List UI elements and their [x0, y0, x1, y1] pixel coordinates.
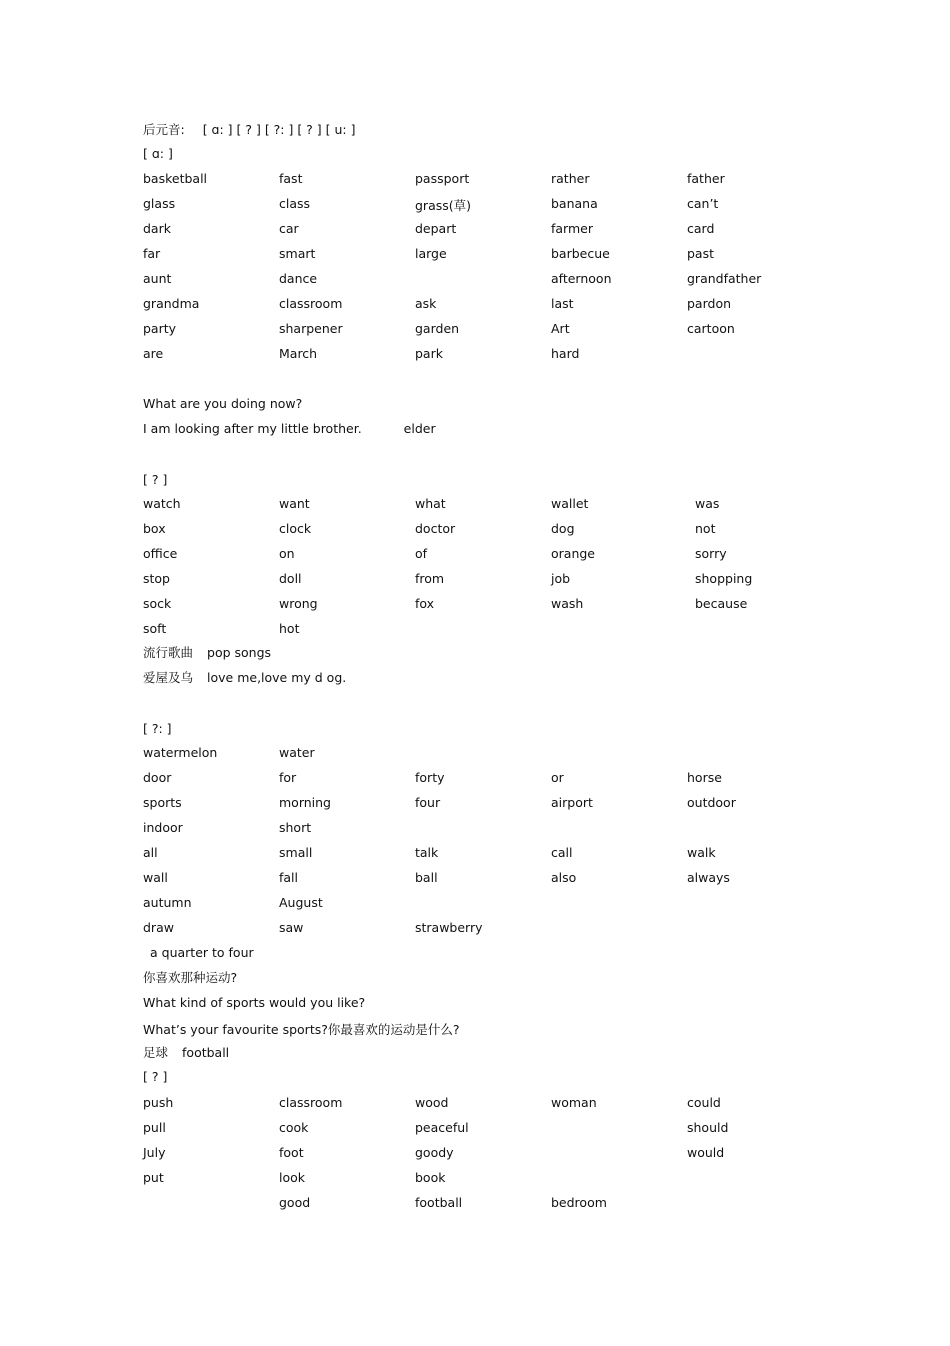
- word-row: [0, 895, 950, 913]
- note-favourite-cn: 你最喜欢的运动是什么?: [327, 1022, 460, 1037]
- word-cell: would: [687, 1145, 725, 1160]
- word-cell: for: [279, 770, 297, 785]
- word-cell: sock: [143, 596, 172, 611]
- word-cell: push: [143, 1095, 174, 1110]
- word-cell: want: [279, 496, 310, 511]
- word-cell: morning: [279, 795, 331, 810]
- word-cell: on: [279, 546, 295, 561]
- word-cell: class: [279, 196, 311, 211]
- word-cell: woman: [551, 1095, 597, 1110]
- word-cell: draw: [143, 920, 174, 935]
- word-cell: cartoon: [687, 321, 735, 336]
- note-question: What are you doing now?: [143, 396, 303, 411]
- word-cell: what: [415, 496, 446, 511]
- header-line: [143, 120, 355, 138]
- word-cell: party: [143, 321, 177, 336]
- word-row: [0, 496, 950, 514]
- word-cell: airport: [551, 795, 593, 810]
- word-cell: good: [279, 1195, 311, 1210]
- word-cell: walk: [687, 845, 716, 860]
- word-cell: park: [415, 346, 443, 361]
- word-cell: clock: [279, 521, 312, 536]
- word-cell: goody: [415, 1145, 454, 1160]
- word-row: [0, 845, 950, 863]
- word-row: [0, 271, 950, 289]
- word-cell: short: [279, 820, 312, 835]
- word-cell: car: [279, 221, 299, 236]
- word-cell: autumn: [143, 895, 192, 910]
- word-cell: wallet: [551, 496, 589, 511]
- word-row: [0, 546, 950, 564]
- word-cell: ball: [415, 870, 438, 885]
- word-row: [0, 820, 950, 838]
- word-row: [0, 1095, 950, 1113]
- word-row: [0, 795, 950, 813]
- note-answer-text: I am looking after my little brother.: [143, 421, 362, 436]
- word-row: [0, 221, 950, 239]
- word-cell: also: [551, 870, 577, 885]
- note-extra-word: elder: [403, 421, 436, 436]
- note-football: [143, 1043, 229, 1061]
- section-title-u-short: [ ? ]: [143, 1069, 168, 1084]
- word-cell: saw: [279, 920, 304, 935]
- word-row: [0, 596, 950, 614]
- word-cell: grandma: [143, 296, 200, 311]
- word-cell: dance: [279, 271, 318, 286]
- word-cell: foot: [279, 1145, 304, 1160]
- word-cell: water: [279, 745, 315, 760]
- word-cell: farmer: [551, 221, 593, 236]
- word-cell: past: [687, 246, 715, 261]
- word-cell: ask: [415, 296, 437, 311]
- note-football-cn: 足球: [143, 1045, 169, 1060]
- word-cell: because: [695, 596, 748, 611]
- word-cell: forty: [415, 770, 445, 785]
- word-cell: grandfather: [687, 271, 762, 286]
- word-cell: grass(草): [415, 198, 472, 213]
- word-row: [0, 346, 950, 364]
- word-cell: last: [551, 296, 574, 311]
- word-cell: hard: [551, 346, 580, 361]
- word-cell: was: [695, 496, 720, 511]
- word-row: [0, 1195, 950, 1213]
- note-love-dog: [143, 668, 346, 686]
- word-cell: card: [687, 221, 715, 236]
- word-cell: aunt: [143, 271, 172, 286]
- word-cell: classroom: [279, 1095, 343, 1110]
- note-time: a quarter to four: [150, 945, 254, 960]
- word-cell: glass: [143, 196, 176, 211]
- word-cell: football: [415, 1195, 463, 1210]
- word-row: [0, 296, 950, 314]
- word-cell: sharpener: [279, 321, 343, 336]
- word-cell: fall: [279, 870, 299, 885]
- word-cell: orange: [551, 546, 595, 561]
- word-cell: job: [551, 571, 571, 586]
- word-cell: shopping: [695, 571, 753, 586]
- word-cell: not: [695, 521, 716, 536]
- word-cell: watermelon: [143, 745, 218, 760]
- note-football-en: football: [182, 1045, 230, 1060]
- word-cell: doctor: [415, 521, 456, 536]
- word-cell: stop: [143, 571, 170, 586]
- word-row: [0, 1120, 950, 1138]
- word-cell: dog: [551, 521, 575, 536]
- section-title-o-short: [ ? ]: [143, 472, 168, 487]
- word-cell: banana: [551, 196, 598, 211]
- word-cell: dark: [143, 221, 171, 236]
- word-cell: of: [415, 546, 428, 561]
- word-row: [0, 770, 950, 788]
- word-row: [0, 920, 950, 938]
- word-row: [0, 321, 950, 339]
- word-cell: pardon: [687, 296, 732, 311]
- word-cell: wall: [143, 870, 168, 885]
- word-cell: Art: [551, 321, 570, 336]
- word-row: [0, 745, 950, 763]
- word-cell: basketball: [143, 171, 208, 186]
- note-question-en: What kind of sports would you like?: [143, 995, 366, 1010]
- word-cell: always: [687, 870, 730, 885]
- note-favourite-en: What’s your favourite sports?: [143, 1022, 328, 1037]
- header-label: 后元音:: [143, 122, 185, 137]
- word-row: [0, 1170, 950, 1188]
- word-cell: sorry: [695, 546, 727, 561]
- note-pop-songs: [143, 643, 271, 661]
- header-symbols: [ ɑ: ] [ ? ] [ ?: ] [ ? ] [ u: ]: [202, 122, 356, 137]
- word-cell: are: [143, 346, 164, 361]
- word-cell: talk: [415, 845, 439, 860]
- word-row: [0, 521, 950, 539]
- note-pop-songs-cn: 流行歌曲: [143, 645, 194, 660]
- word-row: [0, 571, 950, 589]
- word-cell: soft: [143, 621, 167, 636]
- word-cell: July: [143, 1145, 166, 1160]
- word-row: [0, 196, 950, 214]
- word-cell: large: [415, 246, 447, 261]
- word-cell: passport: [415, 171, 470, 186]
- note-answer: [143, 421, 436, 436]
- word-cell: doll: [279, 571, 302, 586]
- word-cell: strawberry: [415, 920, 483, 935]
- word-cell: watch: [143, 496, 181, 511]
- note-favourite: [143, 1020, 460, 1038]
- word-cell: put: [143, 1170, 164, 1185]
- note-love-dog-en: love me,love my d og.: [207, 670, 347, 685]
- word-cell: depart: [415, 221, 457, 236]
- word-cell: could: [687, 1095, 721, 1110]
- word-row: [0, 246, 950, 264]
- word-cell: barbecue: [551, 246, 610, 261]
- note-pop-songs-en: pop songs: [207, 645, 272, 660]
- word-cell: from: [415, 571, 445, 586]
- word-cell: look: [279, 1170, 306, 1185]
- word-row: [0, 870, 950, 888]
- word-cell: small: [279, 845, 313, 860]
- word-cell: four: [415, 795, 441, 810]
- word-cell: pull: [143, 1120, 166, 1135]
- word-row: [0, 171, 950, 189]
- word-cell: classroom: [279, 296, 343, 311]
- word-cell: outdoor: [687, 795, 736, 810]
- word-cell: box: [143, 521, 166, 536]
- word-cell: smart: [279, 246, 316, 261]
- word-cell: wood: [415, 1095, 449, 1110]
- word-cell: March: [279, 346, 318, 361]
- word-cell: father: [687, 171, 725, 186]
- word-cell: call: [551, 845, 573, 860]
- word-cell: afternoon: [551, 271, 612, 286]
- word-cell: far: [143, 246, 161, 261]
- word-cell: garden: [415, 321, 460, 336]
- word-cell: rather: [551, 171, 590, 186]
- word-cell: should: [687, 1120, 729, 1135]
- note-question-cn: 你喜欢那种运动?: [143, 970, 238, 985]
- word-cell: sports: [143, 795, 182, 810]
- word-cell: fast: [279, 171, 303, 186]
- word-cell: bedroom: [551, 1195, 607, 1210]
- word-cell: wrong: [279, 596, 318, 611]
- word-cell: indoor: [143, 820, 183, 835]
- word-cell: office: [143, 546, 178, 561]
- word-cell: wash: [551, 596, 584, 611]
- word-row: [0, 1145, 950, 1163]
- word-cell: can’t: [687, 196, 719, 211]
- word-cell: or: [551, 770, 564, 785]
- word-cell: horse: [687, 770, 722, 785]
- word-cell: all: [143, 845, 158, 860]
- word-cell: fox: [415, 596, 435, 611]
- section-title-o-long: [ ?: ]: [143, 721, 172, 736]
- word-row: [0, 621, 950, 639]
- word-cell: cook: [279, 1120, 309, 1135]
- word-cell: peaceful: [415, 1120, 469, 1135]
- word-cell: book: [415, 1170, 446, 1185]
- note-love-dog-cn: 爱屋及乌: [143, 670, 194, 685]
- word-cell: door: [143, 770, 172, 785]
- word-cell: hot: [279, 621, 300, 636]
- section-title-a: [ ɑ: ]: [143, 146, 173, 161]
- word-cell: August: [279, 895, 323, 910]
